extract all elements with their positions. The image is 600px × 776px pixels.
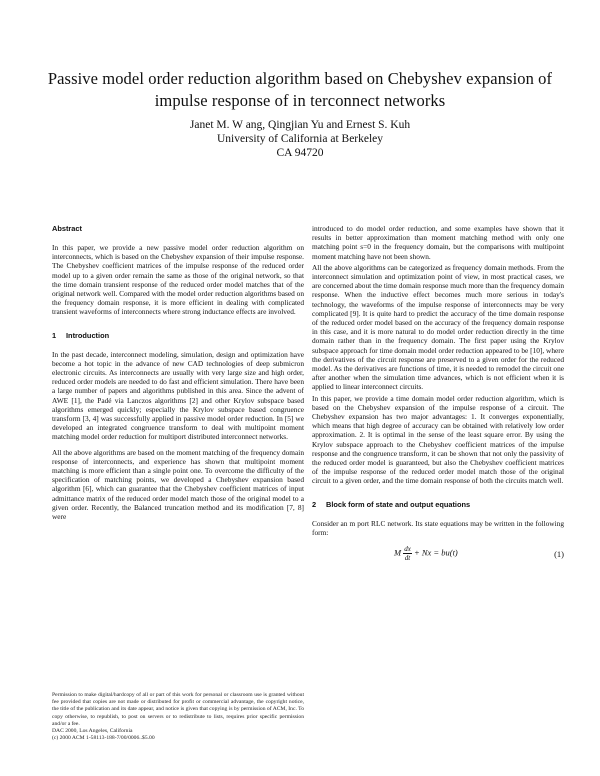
section-2-heading [312,500,564,509]
abstract-text: In this paper, we provide a new passive model order reduction algorithm on interconnects, which is based on the Chebyshev expansion of their impulse response. The Chebyshev coefficient matrices of the impulse response of the reduced order model up to a given order remain the same as those of the original network, so that the time domain transient response of the reduced order model matches that of the original network well. Compared with the model order reduction algorithms based on the frequency domain response, it is more efficient in dealing with complicated transient waveforms of interconnects where strong inductance effects are involved. [52,243,304,317]
section-2-title: Block form of state and output equations [326,499,471,509]
section-2-number: 2 [312,499,317,509]
left-column [52,224,304,527]
section-1-number: 1 [52,330,57,340]
section-2-paragraph-1: Consider an m port RLC network. Its state equations may be written in the following form: [312,518,564,537]
copyright-line: (c) 2000 ACM 1-58113-188-7/00/0006..$5.00 [52,735,155,742]
equation-1 [312,543,564,565]
conference-line: DAC 2000, Los Angeles, California [52,728,133,735]
section-1-title: Introduction [66,330,110,340]
equation-number: (1) [554,549,564,560]
affiliation: University of California at Berkeley [216,133,384,145]
equation-1-body [394,545,458,562]
intro-paragraph-2: All the above algorithms are based on the moment matching of the frequency domain response of interconnects, and experience has shown that multipoint moment matching is more efficient than a single point one. To overcome the difficulty of the specification of matching points, we developed a Chebyshev expansion based algorithm [6], which can guarantee that the Chebyshev coefficient matrices of input admittance matrix of the reduced order model match those of the original model to a given order. Recently, the Balanced truncation method and its modification [7, 8] were [52,447,304,522]
location: CA 94720 [276,147,324,159]
intro-paragraph-3: introduced to do model order reduction, and some examples have shown that it results in better approximation than moment matching method with only one matching point s=0 in the frequency domain, but the comparisons with multipoint moment matching have not been shown. [312,224,564,261]
intro-paragraph-5: In this paper, we provide a time domain model order reduction algorithm, which is based on the Chebyshev expansion of the impulse response of a circuit. The Chebyshev expansion has two major advantages: 1. It converges exponentially, which means that high degree of accuracy can be obtained with relatively low order approximation. 2. It is optimal in the sense of the least square error. By using the Krylov subspace approach to the Chebyshev coefficient matrices of the impulse response and the congruence transform, it can be shown that not only the passivity of the reduced order model is guaranteed, but also the Chebyshev coefficient matrices of the impulse response of the reduced order model match those of the original circuit to a given order, and the time domain response of both the circuits match well. [312,393,564,486]
intro-paragraph-4: All the above algorithms can be categorized as frequency domain methods. From the interconnect simulation and optimization point of view, in most practical cases, we are concerned about the time domain response much more than the frequency domain response. When the inductive effect becomes much more serious in today's technology, the waveforms of the impulse response of interconnects may be very complicated [9]. It is quite hard to predict the accuracy of the time domain response of the reduced order model based on the accuracy of the frequency domain response in this case, and it is more natural to do model order reduction directly in the time domain rather than in the frequency domain. The first paper using the Krylov subspace approach for time domain model order reduction appeared to be [10], where the derivatives of the circuit response are preserved to a given order for the reduced model. As the derivatives are functions of time, it is needed to remodel the circuit one after another when the simulation time advances, which is not efficient when it is applied to linear interconnect circuits. [312,262,564,392]
fraction-numerator: dx [404,545,411,554]
author-block [60,118,540,160]
copyright-footnote [52,692,304,742]
paper-title: Passive model order reduction algorithm based on Chebyshev expansion of impulse response of in terconnect networks [47,69,553,110]
section-1-heading [52,331,304,340]
equation-derivative-fraction [403,545,412,562]
author-names: Janet M. W ang, Qingjian Yu and Ernest S. Kuh [189,119,411,131]
equation-lhs-coefficient: M [394,547,402,558]
abstract-heading: Abstract [52,224,82,233]
fraction-denominator: dt [404,554,411,563]
permission-notice: Permission to make digital/hardcopy of all or part of this work for personal or classroom use is granted without fee provided that copies are not made or distributed for profit or commercial advantage, the copyright notice, the title of the publication and its date appear, and notice is given that copying is by permission of ACM, Inc. To copy otherwise, to republish, to post on servers or to redistribute to lists, requires prior specific permission and/or a fee. [52,692,304,727]
intro-paragraph-1: In the past decade, interconnect modeling, simulation, design and optimization have become a hot topic in the advance of new CAD technologies of deep submicron electronic circuits. As interconnects are usually with very large size and high order, reduced order models are needed to do fast and efficient simulation. There have been a large number of papers and algorithms published in this area. Since the advent of AWE [1], the Padé via Lanczos algorithms [2] and other Krylov subspace based algorithms emerged quickly; especially the Krylov subspace based congruence transform [3, 4] was successfully applied in passive model order reduction. In [5] we developed an integrated congruence transform to deal with multipoint moment matching model order reduction for multiport distributed interconnect networks. [52,349,304,442]
equation-rest: + Nx = bu(t) [413,547,458,558]
right-column [312,224,564,565]
